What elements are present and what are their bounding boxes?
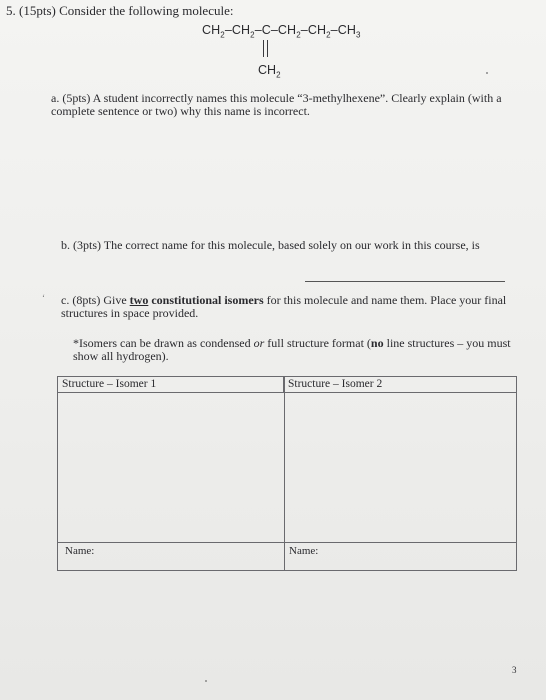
part-b-prompt: b. (3pts) The correct name for this molecule, based solely on our work in this course, is: [61, 238, 480, 252]
part-a-prompt: a. (5pts) A student incorrectly names this molecule “3-methylhexene”. Clearly explain (with a complete sentence or two) why this name is incorrect.: [51, 91, 502, 118]
mol-ch-5: –CH: [330, 23, 356, 37]
molecule-chain: [202, 23, 361, 40]
mol-ch-2: –CH: [224, 23, 251, 37]
bond-line-1: [263, 40, 264, 57]
note-p2: full structure format (: [264, 336, 371, 350]
scan-speck-2: [205, 680, 207, 682]
note-p3: line structures – you must show all hydrogen).: [73, 336, 511, 363]
mol-sub-1: 2: [220, 30, 225, 40]
note-or: or: [253, 336, 265, 350]
name-row-line: [58, 542, 516, 543]
double-bond: [262, 40, 269, 57]
mol-ch-3: –C–CH: [254, 23, 297, 37]
margin-mark: ‘: [42, 293, 45, 303]
answer-blank[interactable]: [305, 281, 505, 282]
isomer-2-name-label: Name:: [289, 545, 319, 557]
part-c-isomers: constitutional isomers: [148, 293, 264, 307]
isomer-table: [57, 376, 517, 571]
bond-line-2: [267, 40, 268, 57]
branch-ch: CH: [258, 63, 277, 77]
mol-sub-4: 2: [326, 30, 331, 40]
isomer-1-header: Structure – Isomer 1: [58, 377, 284, 393]
note-no: no: [370, 336, 384, 350]
mol-ch-1: CH: [202, 23, 221, 37]
isomer-1-structure-area[interactable]: [58, 393, 284, 542]
isomer-1-name-label: Name:: [65, 545, 95, 557]
page-number: 3: [512, 665, 517, 675]
note-p1: *Isomers can be drawn as condensed: [73, 336, 254, 350]
part-c-two: two: [129, 293, 149, 307]
question-title: 5. (15pts) Consider the following molecule:: [6, 3, 234, 18]
mol-sub-2: 2: [250, 30, 255, 40]
branch-sub: 2: [276, 70, 281, 80]
part-c-prompt: [61, 294, 511, 320]
part-c-prefix: c. (8pts) Give: [61, 293, 130, 307]
isomer-2-header: Structure – Isomer 2: [284, 377, 516, 393]
molecule-branch: [258, 63, 281, 80]
scan-speck: [486, 72, 488, 74]
mol-sub-3: 2: [296, 30, 301, 40]
isomer-note: [73, 337, 533, 363]
isomer-2-structure-area[interactable]: [285, 393, 516, 542]
mol-ch-4: –CH: [300, 23, 327, 37]
part-c-suffix: for this molecule and name them. Place your final structures in space provided.: [61, 293, 507, 320]
mol-sub-5: 3: [355, 30, 361, 40]
